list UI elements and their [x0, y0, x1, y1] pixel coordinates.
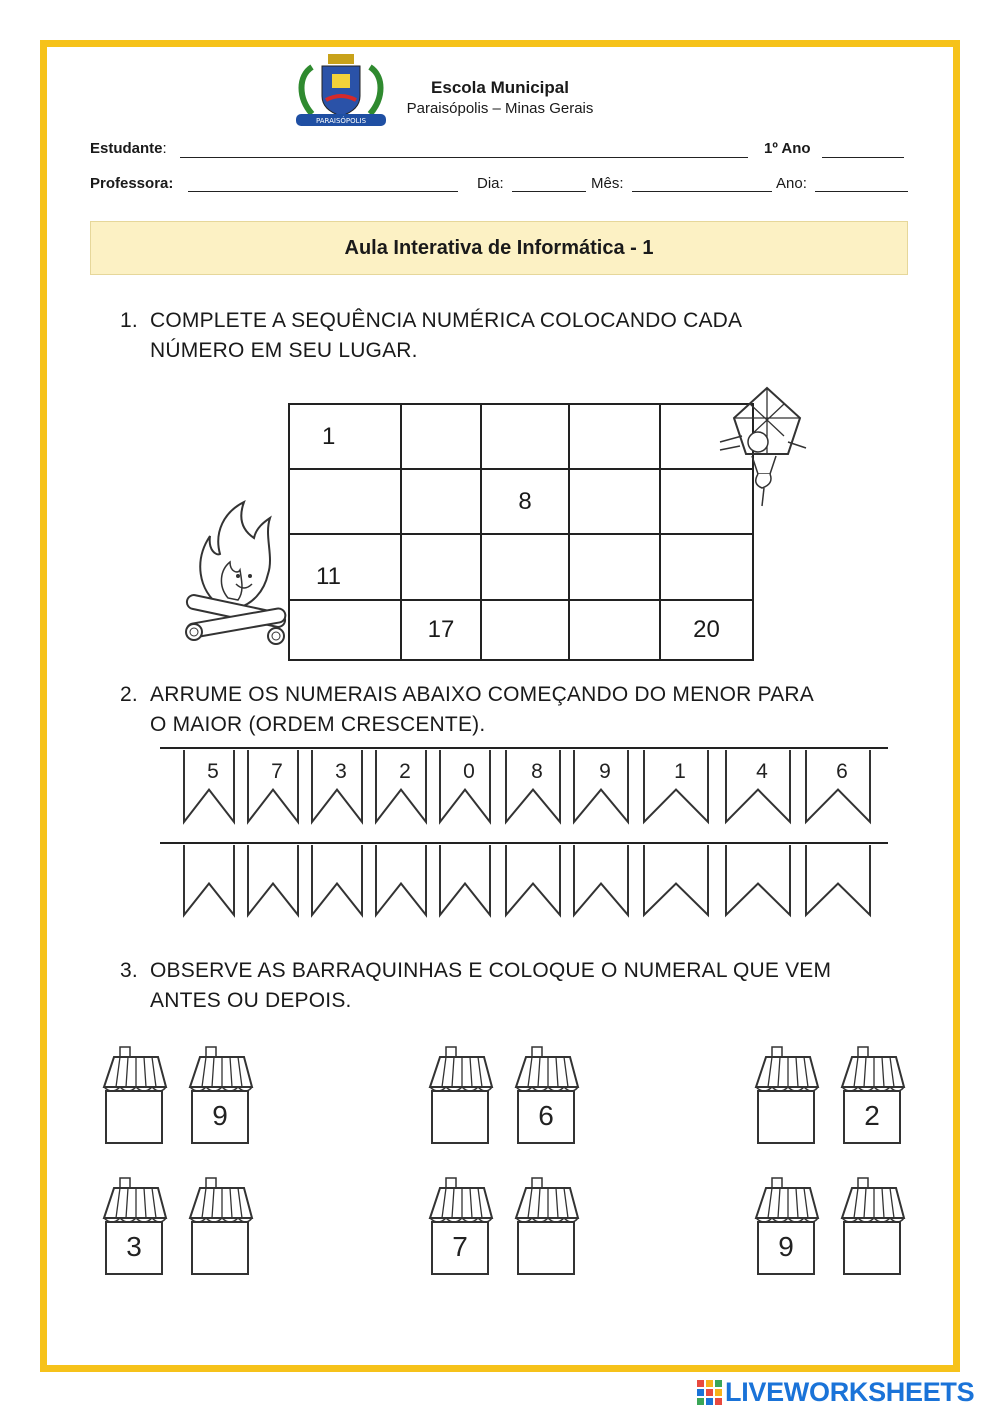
- grid-cell[interactable]: 20: [660, 600, 753, 660]
- month-input[interactable]: [632, 191, 772, 192]
- grid-cell[interactable]: [481, 404, 569, 469]
- stall-answer-slot[interactable]: [752, 1045, 824, 1149]
- question-text-line2: NÚMERO EM SEU LUGAR.: [150, 339, 418, 362]
- flag-label: 5: [207, 760, 219, 783]
- question-number: 3.: [120, 959, 138, 982]
- flag-answer-slot[interactable]: [184, 845, 234, 915]
- grade-label: 1º Ano: [764, 140, 811, 157]
- flag-shape: [376, 845, 426, 915]
- stall-with-number: [100, 1176, 172, 1280]
- flag-shape: [440, 845, 490, 915]
- liveworksheets-brand: LIVEWORKSHEETS: [725, 1377, 975, 1407]
- flag-shape: [312, 845, 362, 915]
- flag-label: 9: [599, 760, 611, 783]
- flag-shape: [726, 845, 790, 915]
- grid-cell[interactable]: [481, 534, 569, 600]
- year-field-label: Ano:: [776, 175, 807, 192]
- stall-answer-slot[interactable]: [838, 1176, 910, 1280]
- crest-ribbon-text: PARAISÓPOLIS: [315, 117, 367, 125]
- stall-with-number: [838, 1045, 910, 1149]
- stall-number: 9: [212, 1100, 228, 1131]
- grid-cell[interactable]: [289, 600, 401, 660]
- teacher-input[interactable]: [188, 191, 458, 192]
- question-text-line1: ARRUME OS NUMERAIS ABAIXO COMEÇANDO DO MENOR PARA: [150, 683, 814, 706]
- flag-shape: [248, 845, 298, 915]
- flag-number: [726, 750, 790, 822]
- flag-answer-slot[interactable]: [376, 845, 426, 915]
- flag-shape: [806, 845, 870, 915]
- grid-cell[interactable]: 1: [289, 404, 401, 469]
- flag-number: [376, 750, 426, 822]
- flag-number: [440, 750, 490, 822]
- grid-cell[interactable]: [401, 404, 481, 469]
- flag-number: [184, 750, 234, 822]
- stall-with-number: [186, 1045, 258, 1149]
- grid-cell[interactable]: [569, 534, 660, 600]
- flag-shape: [644, 845, 708, 915]
- flag-answer-slot[interactable]: [506, 845, 560, 915]
- grid-cell[interactable]: 17: [401, 600, 481, 660]
- grid-cell[interactable]: [481, 600, 569, 660]
- grid-cell[interactable]: [569, 404, 660, 469]
- stall-answer-slot[interactable]: [426, 1045, 498, 1149]
- year-label-wrap: [764, 140, 811, 157]
- school-crest-icon: [292, 52, 390, 130]
- flag-label: 4: [756, 760, 768, 783]
- grid-cell[interactable]: [289, 469, 401, 534]
- page-title: Aula Interativa de Informática - 1: [90, 221, 908, 275]
- grade-input[interactable]: [822, 157, 904, 158]
- flag-label: 7: [271, 760, 283, 783]
- stall-with-number: [512, 1045, 584, 1149]
- grid-cell[interactable]: [569, 469, 660, 534]
- flag-number: [312, 750, 362, 822]
- stall-with-number: [426, 1176, 498, 1280]
- question-3: [120, 956, 940, 1018]
- liveworksheets-logo-icon: [697, 1378, 723, 1408]
- number-grid: [288, 403, 754, 661]
- question-text-line2: ANTES OU DEPOIS.: [150, 989, 352, 1012]
- flag-number: [806, 750, 870, 822]
- stall-with-number: [752, 1176, 824, 1280]
- question-number: 1.: [120, 309, 138, 332]
- teacher-label: Professora:: [90, 175, 174, 192]
- flag-label: 3: [335, 760, 347, 783]
- flag-answer-slot[interactable]: [248, 845, 298, 915]
- flag-shape: [506, 845, 560, 915]
- school-city: Paraisópolis – Minas Gerais: [406, 100, 594, 117]
- grid-cell[interactable]: [569, 600, 660, 660]
- grid-cell[interactable]: [401, 534, 481, 600]
- grid-cell[interactable]: [660, 534, 753, 600]
- stall-answer-slot[interactable]: [186, 1176, 258, 1280]
- student-input[interactable]: [180, 157, 748, 158]
- student-label-wrap: Estudante:: [90, 140, 167, 157]
- flag-label: 8: [531, 760, 543, 783]
- question-text-line2: O MAIOR (ORDEM CRESCENTE).: [150, 713, 486, 736]
- grid-cell[interactable]: 11: [289, 534, 401, 600]
- year-input[interactable]: [815, 191, 908, 192]
- question-number: 2.: [120, 683, 138, 706]
- question-text-line1: OBSERVE AS BARRAQUINHAS E COLOQUE O NUMERAL QUE VEM: [150, 959, 832, 982]
- stall-number: 6: [538, 1100, 554, 1131]
- question-2: [120, 680, 920, 742]
- flag-answer-slot[interactable]: [440, 845, 490, 915]
- flag-label: 1: [674, 760, 686, 783]
- question-1: [120, 306, 920, 368]
- stall-answer-slot[interactable]: [100, 1045, 172, 1149]
- flag-answer-slot[interactable]: [726, 845, 790, 915]
- student-label: Estudante: [90, 140, 163, 157]
- flag-label: 2: [399, 760, 411, 783]
- flag-label: 0: [463, 760, 475, 783]
- flag-number: [574, 750, 628, 822]
- stall-answer-slot[interactable]: [512, 1176, 584, 1280]
- flag-number: [248, 750, 298, 822]
- month-label: Mês:: [591, 175, 624, 192]
- grid-cell[interactable]: 8: [481, 469, 569, 534]
- flag-number: [506, 750, 560, 822]
- stall-number: 9: [778, 1231, 794, 1262]
- flag-shape: [574, 845, 628, 915]
- flag-answer-slot[interactable]: [574, 845, 628, 915]
- grid-cell[interactable]: [401, 469, 481, 534]
- day-label: Dia:: [477, 175, 504, 192]
- flag-answer-slot[interactable]: [806, 845, 870, 915]
- question-text-line1: COMPLETE A SEQUÊNCIA NUMÉRICA COLOCANDO CADA: [150, 309, 743, 332]
- stall-number: 3: [126, 1231, 142, 1262]
- school-name: Escola Municipal: [431, 78, 569, 97]
- flag-answer-slot[interactable]: [644, 845, 708, 915]
- flag-number: [644, 750, 708, 822]
- stall-number: 7: [452, 1231, 468, 1262]
- festa-junina-balloon-icon: [712, 384, 822, 508]
- day-input[interactable]: [512, 191, 586, 192]
- campfire-icon: [180, 498, 290, 648]
- flag-label: 6: [836, 760, 848, 783]
- stall-number: 2: [864, 1100, 880, 1131]
- flag-shape: [184, 845, 234, 915]
- bunting-flags: [160, 745, 888, 925]
- flag-answer-slot[interactable]: [312, 845, 362, 915]
